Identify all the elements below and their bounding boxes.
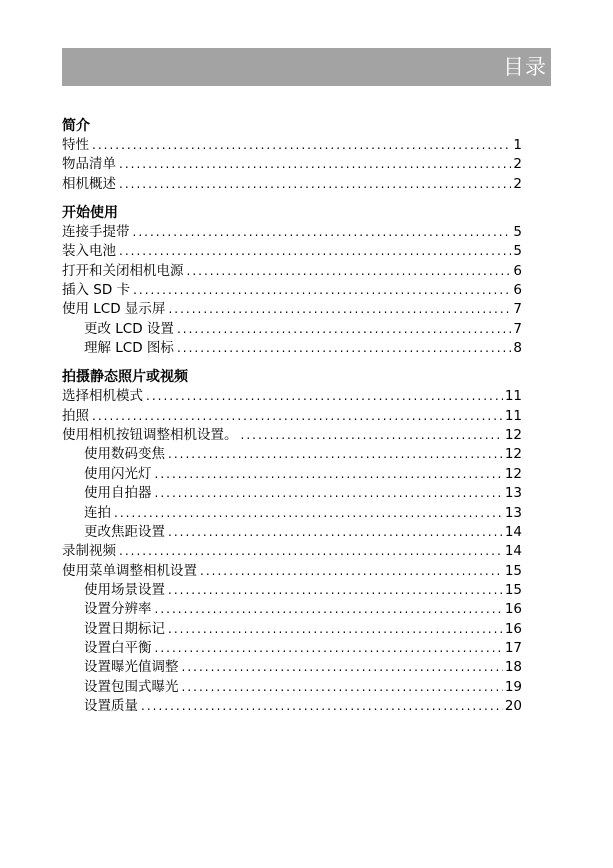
toc-entry[interactable] [62, 542, 522, 561]
dot-leader [177, 320, 511, 339]
entry-label: 设置日期标记 [84, 620, 165, 637]
dot-leader [92, 136, 511, 155]
toc-subentry[interactable] [62, 320, 522, 339]
toc-section-intro [62, 116, 522, 194]
toc-entry[interactable] [62, 387, 522, 406]
toc-entry[interactable] [62, 281, 522, 300]
page-number: 2 [513, 175, 522, 192]
page-number: 7 [513, 301, 522, 318]
entry-label: 选择相机模式 [62, 388, 143, 405]
dot-leader [146, 387, 503, 406]
page-number: 2 [513, 156, 522, 173]
entry-label: 使用 LCD 显示屏 [62, 301, 166, 318]
page-number: 5 [513, 224, 522, 241]
dot-leader [155, 639, 503, 658]
section-heading: 拍摄静态照片或视频 [62, 369, 188, 386]
dot-leader [182, 678, 503, 697]
entry-label: 连拍 [84, 504, 111, 521]
section-heading: 简介 [62, 118, 90, 134]
page-number: 15 [504, 562, 522, 579]
toc-subentry[interactable] [62, 465, 522, 484]
entry-label: 设置分辨率 [84, 601, 152, 618]
page-number: 19 [504, 678, 522, 695]
dot-leader [155, 465, 503, 484]
page-number: 13 [504, 485, 522, 502]
page-number: 16 [504, 601, 522, 618]
toc-subentry[interactable] [62, 658, 522, 677]
entry-label: 相机概述 [62, 175, 116, 192]
entry-label: 使用自拍器 [84, 485, 152, 502]
toc-section-getting-started [62, 203, 522, 358]
entry-label: 设置包围式曝光 [84, 678, 179, 695]
toc-subentry[interactable] [62, 581, 522, 600]
page-number: 12 [504, 465, 522, 482]
toc-subentry[interactable] [62, 339, 522, 358]
entry-label: 使用相机按钮调整相机设置。 [62, 427, 238, 444]
entry-label: 拍照 [62, 407, 89, 424]
page-number: 17 [504, 639, 522, 656]
dot-leader [168, 445, 503, 464]
dot-leader [168, 581, 503, 600]
page-number: 14 [504, 523, 522, 540]
dot-leader [92, 407, 503, 426]
page-number: 12 [504, 427, 522, 444]
page-number: 20 [504, 697, 522, 714]
page-number: 7 [513, 320, 522, 337]
entry-label: 使用菜单调整相机设置 [62, 562, 197, 579]
toc-entry[interactable] [62, 136, 522, 155]
section-heading: 开始使用 [62, 205, 118, 222]
dot-leader [168, 523, 503, 542]
toc-subentry[interactable] [62, 484, 522, 503]
toc-entry[interactable] [62, 155, 522, 174]
entry-label: 使用闪光灯 [84, 465, 152, 482]
entry-label: 理解 LCD 图标 [84, 340, 174, 357]
entry-label: 更改 LCD 设置 [84, 320, 174, 337]
page-number: 6 [513, 282, 522, 299]
dot-leader [119, 242, 511, 261]
toc-subentry[interactable] [62, 620, 522, 639]
dot-leader [187, 262, 512, 281]
page-number: 1 [513, 137, 522, 153]
dot-leader [119, 155, 511, 174]
dot-leader [168, 620, 503, 639]
table-of-contents [62, 116, 522, 716]
page-number: 18 [504, 659, 522, 676]
entry-label: 更改焦距设置 [84, 523, 165, 540]
dot-leader [200, 562, 503, 581]
page-number: 6 [513, 262, 522, 279]
entry-label: 设置白平衡 [84, 639, 152, 656]
dot-leader [182, 658, 503, 677]
page-number: 13 [504, 504, 522, 521]
toc-section-capture [62, 367, 522, 716]
entry-label: 使用数码变焦 [84, 446, 165, 463]
page-number: 5 [513, 243, 522, 260]
page-number: 11 [504, 388, 522, 405]
toc-subentry[interactable] [62, 639, 522, 658]
entry-label: 使用场景设置 [84, 581, 165, 598]
page-number: 12 [504, 446, 522, 463]
page-number: 15 [504, 581, 522, 598]
toc-entry[interactable] [62, 407, 522, 426]
toc-entry[interactable] [62, 426, 522, 445]
entry-label: 连接手提带 [62, 224, 130, 241]
toc-entry[interactable] [62, 262, 522, 281]
page-number: 8 [513, 340, 522, 357]
dot-leader [133, 223, 512, 242]
dot-leader [114, 504, 503, 523]
toc-subentry[interactable] [62, 678, 522, 697]
toc-entry[interactable] [62, 562, 522, 581]
page-number: 16 [504, 620, 522, 637]
dot-leader [177, 339, 511, 358]
title-bar [62, 48, 551, 86]
page-number: 14 [504, 543, 522, 560]
toc-subentry[interactable] [62, 697, 522, 716]
toc-entry[interactable] [62, 223, 522, 242]
entry-label: 录制视频 [62, 543, 116, 560]
dot-leader [133, 281, 511, 300]
entry-label: 物品清单 [62, 156, 116, 173]
entry-label: 装入电池 [62, 243, 116, 260]
page-title: 目录 [503, 55, 547, 79]
entry-label: 特性 [62, 137, 89, 153]
entry-label: 插入 SD 卡 [62, 282, 131, 299]
toc-subentry[interactable] [62, 600, 522, 619]
toc-entry[interactable] [62, 175, 522, 194]
dot-leader [155, 484, 503, 503]
dot-leader [119, 175, 511, 194]
toc-subentry[interactable] [62, 445, 522, 464]
page-number: 11 [504, 407, 522, 424]
dot-leader [168, 300, 511, 319]
dot-leader [141, 697, 503, 716]
dot-leader [119, 542, 503, 561]
toc-entry[interactable] [62, 242, 522, 261]
entry-label: 打开和关闭相机电源 [62, 262, 184, 279]
dot-leader [155, 600, 503, 619]
toc-subentry[interactable] [62, 523, 522, 542]
toc-subentry[interactable] [62, 504, 522, 523]
entry-label: 设置曝光值调整 [84, 659, 179, 676]
entry-label: 设置质量 [84, 697, 138, 714]
dot-leader [241, 426, 503, 445]
toc-entry[interactable] [62, 300, 522, 319]
